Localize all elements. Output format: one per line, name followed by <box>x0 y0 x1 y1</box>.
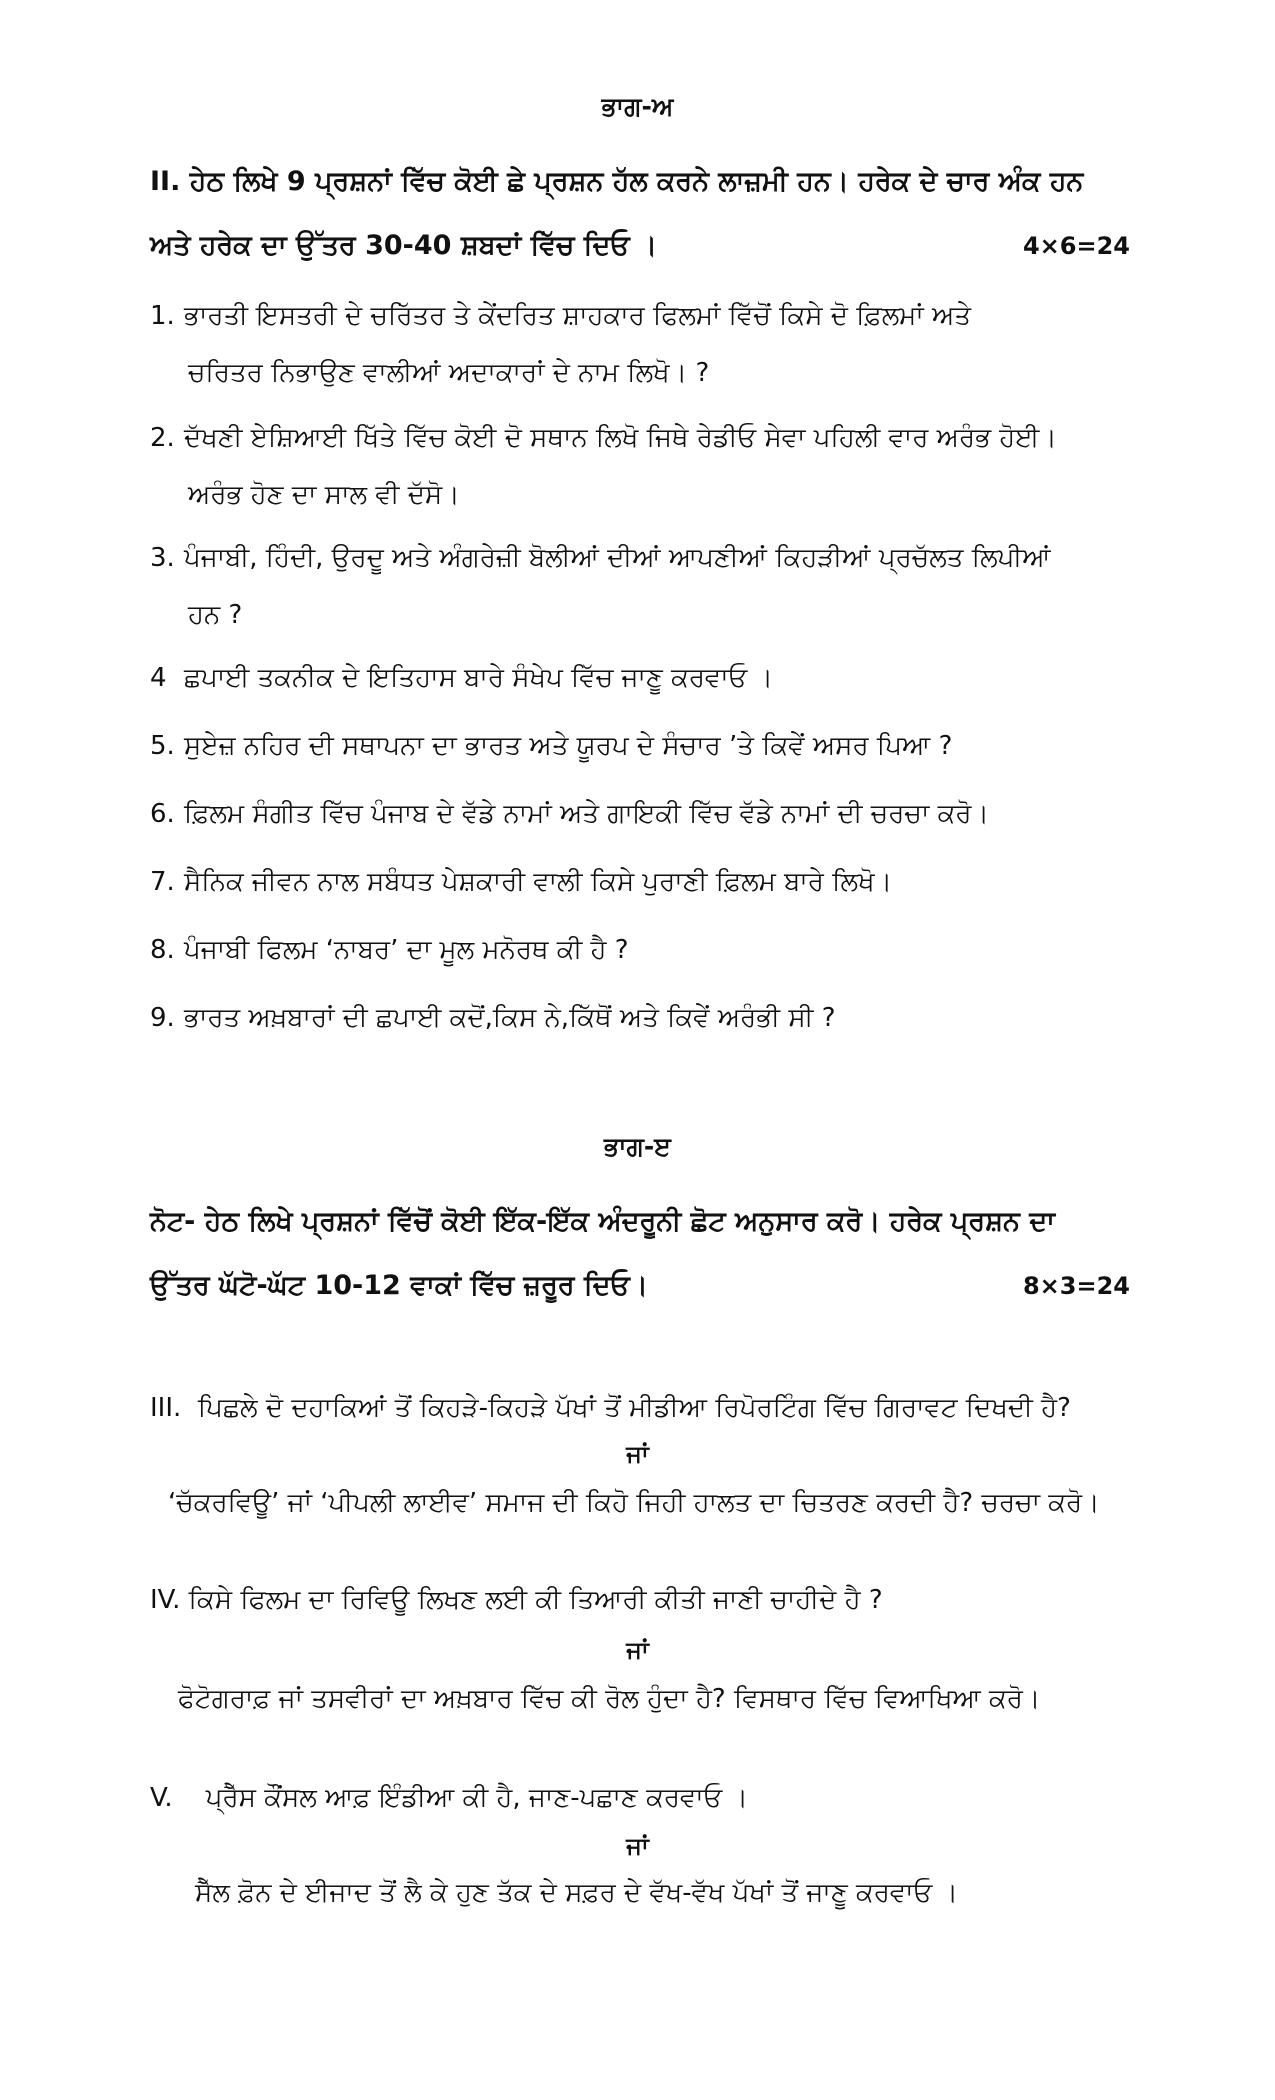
or-divider: ਜਾਂ <box>626 1636 649 1664</box>
question-number: 9. <box>150 1003 175 1033</box>
question-text: ਛਪਾਈ ਤਕਨੀਕ ਦੇ ਇਤਿਹਾਸ ਬਾਰੇ ਸੰਖੇਪ ਵਿੱਚ ਜਾਣੂ ਕਰਵਾਓ । <box>184 663 774 693</box>
question-text: ਪਿਛਲੇ ਦੋ ਦਹਾਕਿਆਂ ਤੋਂ ਕਿਹੜੇ-ਕਿਹੜੇ ਪੱਖਾਂ ਤੋਂ ਮੀਡੀਆ ਰਿਪੋਰਟਿੰਗ ਵਿੱਚ ਗਿਰਾਵਟ ਦਿਖਦੀ ਹੈ? <box>197 1393 1071 1423</box>
question-number: 2. <box>150 423 175 453</box>
question-text: ਸੁਏਜ਼ ਨਹਿਰ ਦੀ ਸਥਾਪਨਾ ਦਾ ਭਾਰਤ ਅਤੇ ਯੂਰਪ ਦੇ ਸੰਚਾਰ ’ਤੇ ਕਿਵੇਂ ਅਸਰ ਪਿਆ ? <box>184 731 953 761</box>
question-text: ਪ੍ਰੈੱਸ ਕੌਂਸਲ ਆਫ਼ ਇੰਡੀਆ ਕੀ ਹੈ, ਜਾਣ-ਪਛਾਣ ਕਰਵਾਓ । <box>205 1783 749 1813</box>
question-number: 1. <box>150 301 175 331</box>
question-text: ਸੈਨਿਕ ਜੀਵਨ ਨਾਲ ਸਬੰਧਤ ਪੇਸ਼ਕਾਰੀ ਵਾਲੀ ਕਿਸੇ ਪੁਰਾਣੀ ਫ਼ਿਲਮ ਬਾਰੇ ਲਿਖੋ। <box>184 867 893 897</box>
question-4 <box>150 650 1150 707</box>
question-text: ਪੰਜਾਬੀ ਫਿਲਮ ‘ਨਾਬਰ’ ਦਾ ਮੂਲ ਮਨੋਰਥ ਕੀ ਹੈ ? <box>184 935 629 965</box>
part-a-instruction-line1: II. ਹੇਠ ਲਿਖੇ 9 ਪ੍ਰਸ਼ਨਾਂ ਵਿੱਚ ਕੋਈ ਛੇ ਪ੍ਰਸ਼ਨ ਹੱਲ ਕਰਨੇ ਲਾਜ਼ਮੀ ਹਨ। ਹਰੇਕ ਦੇ ਚਾਰ ਅੰਕ ਹਨ <box>150 166 1084 197</box>
question-number: IV. <box>150 1585 181 1615</box>
question-IV-alternative: ਫੋਟੋਗਰਾਫ਼ ਜਾਂ ਤਸਵੀਰਾਂ ਦਾ ਅਖ਼ਬਾਰ ਵਿੱਚ ਕੀ ਰੋਲ ਹੁੰਦਾ ਹੈ? ਵਿਸਥਾਰ ਵਿੱਚ ਵਿਆਖਿਆ ਕਰੋ। <box>178 1684 1041 1714</box>
question-text: ਪੰਜਾਬੀ, ਹਿੰਦੀ, ਉਰਦੂ ਅਤੇ ਅੰਗਰੇਜ਼ੀ ਬੋਲੀਆਂ ਦੀਆਂ ਆਪਣੀਆਂ ਕਿਹੜੀਆਂ ਪ੍ਰਚੱਲਤ ਲਿਪੀਆਂ <box>184 543 1051 573</box>
question-2 <box>150 410 1150 524</box>
question-text-cont: ਚਰਿਤਰ ਨਿਭਾਉਣ ਵਾਲੀਆਂ ਅਦਾਕਾਰਾਂ ਦੇ ਨਾਮ ਲਿਖੋ। ? <box>188 358 710 388</box>
question-1 <box>150 288 1150 402</box>
question-number: 3. <box>150 543 175 573</box>
part-b-instruction-line2-row <box>150 1254 1140 1318</box>
or-divider: ਜਾਂ <box>626 1832 649 1860</box>
question-number: 6. <box>150 799 175 829</box>
part-b-instruction <box>150 1190 1140 1318</box>
question-number: 5. <box>150 731 175 761</box>
question-number: 4 <box>150 663 167 693</box>
question-V-alternative: ਸੈੱਲ ਫ਼ੋਨ ਦੇ ਈਜਾਦ ਤੋਂ ਲੈ ਕੇ ਹੁਣ ਤੱਕ ਦੇ ਸਫ਼ਰ ਦੇ ਵੱਖ-ਵੱਖ ਪੱਖਾਂ ਤੋਂ ਜਾਣੂ ਕਰਵਾਓ । <box>195 1878 958 1908</box>
question-number: V. <box>150 1783 173 1813</box>
part-a-instruction-line2: ਅਤੇ ਹਰੇਕ ਦਾ ਉੱਤਰ 30-40 ਸ਼ਬਦਾਂ ਵਿੱਚ ਦਿਓ । <box>150 230 658 261</box>
question-V <box>150 1778 748 1818</box>
question-IV <box>150 1580 883 1620</box>
question-6 <box>150 786 1150 843</box>
question-text-cont: ਅਰੰਭ ਹੋਣ ਦਾ ਸਾਲ ਵੀ ਦੱਸੋ। <box>188 480 460 510</box>
question-text: ਕਿਸੇ ਫਿਲਮ ਦਾ ਰਿਵਿਊ ਲਿਖਣ ਲਈ ਕੀ ਤਿਆਰੀ ਕੀਤੀ ਜਾਣੀ ਚਾਹੀਦੇ ਹੈ ? <box>188 1585 883 1615</box>
question-number: 7. <box>150 867 175 897</box>
question-3 <box>150 530 1150 644</box>
question-text-cont: ਹਨ ? <box>188 600 243 630</box>
part-a-heading: ਭਾਗ-ਅ <box>601 92 674 121</box>
part-b-heading: ਭਾਗ-ੲ <box>604 1132 671 1161</box>
question-text: ਭਾਰਤੀ ਇਸਤਰੀ ਦੇ ਚਰਿੱਤਰ ਤੇ ਕੇਂਦਰਿਤ ਸ਼ਾਹਕਾਰ ਫਿਲਮਾਂ ਵਿੱਚੋਂ ਕਿਸੇ ਦੋ ਫ਼ਿਲਮਾਂ ਅਤੇ <box>184 301 972 331</box>
part-b-marks: 8×3=24 <box>1022 1272 1130 1300</box>
question-text: ਫ਼ਿਲਮ ਸੰਗੀਤ ਵਿੱਚ ਪੰਜਾਬ ਦੇ ਵੱਡੇ ਨਾਮਾਂ ਅਤੇ ਗਾਇਕੀ ਵਿੱਚ ਵੱਡੇ ਨਾਮਾਂ ਦੀ ਚਰਚਾ ਕਰੋ। <box>184 799 990 829</box>
question-number: 8. <box>150 935 175 965</box>
part-b-instruction-line2: ਉੱਤਰ ਘੱਟੋ-ਘੱਟ 10-12 ਵਾਕਾਂ ਵਿੱਚ ਜ਼ਰੂਰ ਦਿਓ। <box>150 1270 649 1301</box>
question-number: III. <box>150 1393 182 1423</box>
question-7 <box>150 854 1150 911</box>
part-a-marks: 4×6=24 <box>1022 232 1130 260</box>
question-8 <box>150 922 1150 979</box>
question-III <box>150 1388 1071 1428</box>
part-a-instruction-line2-row <box>150 214 1140 278</box>
question-text: ਦੱਖਣੀ ਏਸ਼ਿਆਈ ਖਿੱਤੇ ਵਿੱਚ ਕੋਈ ਦੋ ਸਥਾਨ ਲਿਖੋ ਜਿਥੇ ਰੇਡੀਓ ਸੇਵਾ ਪਹਿਲੀ ਵਾਰ ਅਰੰਭ ਹੋਈ। <box>184 423 1057 453</box>
question-text: ਭਾਰਤ ਅਖ਼ਬਾਰਾਂ ਦੀ ਛਪਾਈ ਕਦੋਂ,ਕਿਸ ਨੇ,ਕਿੱਥੋਂ ਅਤੇ ਕਿਵੇਂ ਅਰੰਭੀ ਸੀ ? <box>184 1003 836 1033</box>
question-III-alternative: ‘ਚੱਕਰਵਿਊ’ ਜਾਂ ‘ਪੀਪਲੀ ਲਾਈਵ’ ਸਮਾਜ ਦੀ ਕਿਹੋ ਜਿਹੀ ਹਾਲਤ ਦਾ ਚਿਤਰਣ ਕਰਦੀ ਹੈ? ਚਰਚਾ ਕਰੋ। <box>168 1488 1100 1518</box>
part-b-instruction-line1: ਨੋਟ- ਹੇਠ ਲਿਖੇ ਪ੍ਰਸ਼ਨਾਂ ਵਿੱਚੋਂ ਕੋਈ ਇੱਕ-ਇੱਕ ਅੰਦਰੂਨੀ ਛੋਟ ਅਨੁਸਾਰ ਕਰੋ। ਹਰੇਕ ਪ੍ਰਸ਼ਨ ਦਾ <box>150 1206 1055 1237</box>
part-a-instruction <box>150 150 1140 278</box>
or-divider: ਜਾਂ <box>626 1440 649 1468</box>
question-5 <box>150 718 1150 775</box>
question-9 <box>150 990 1150 1047</box>
